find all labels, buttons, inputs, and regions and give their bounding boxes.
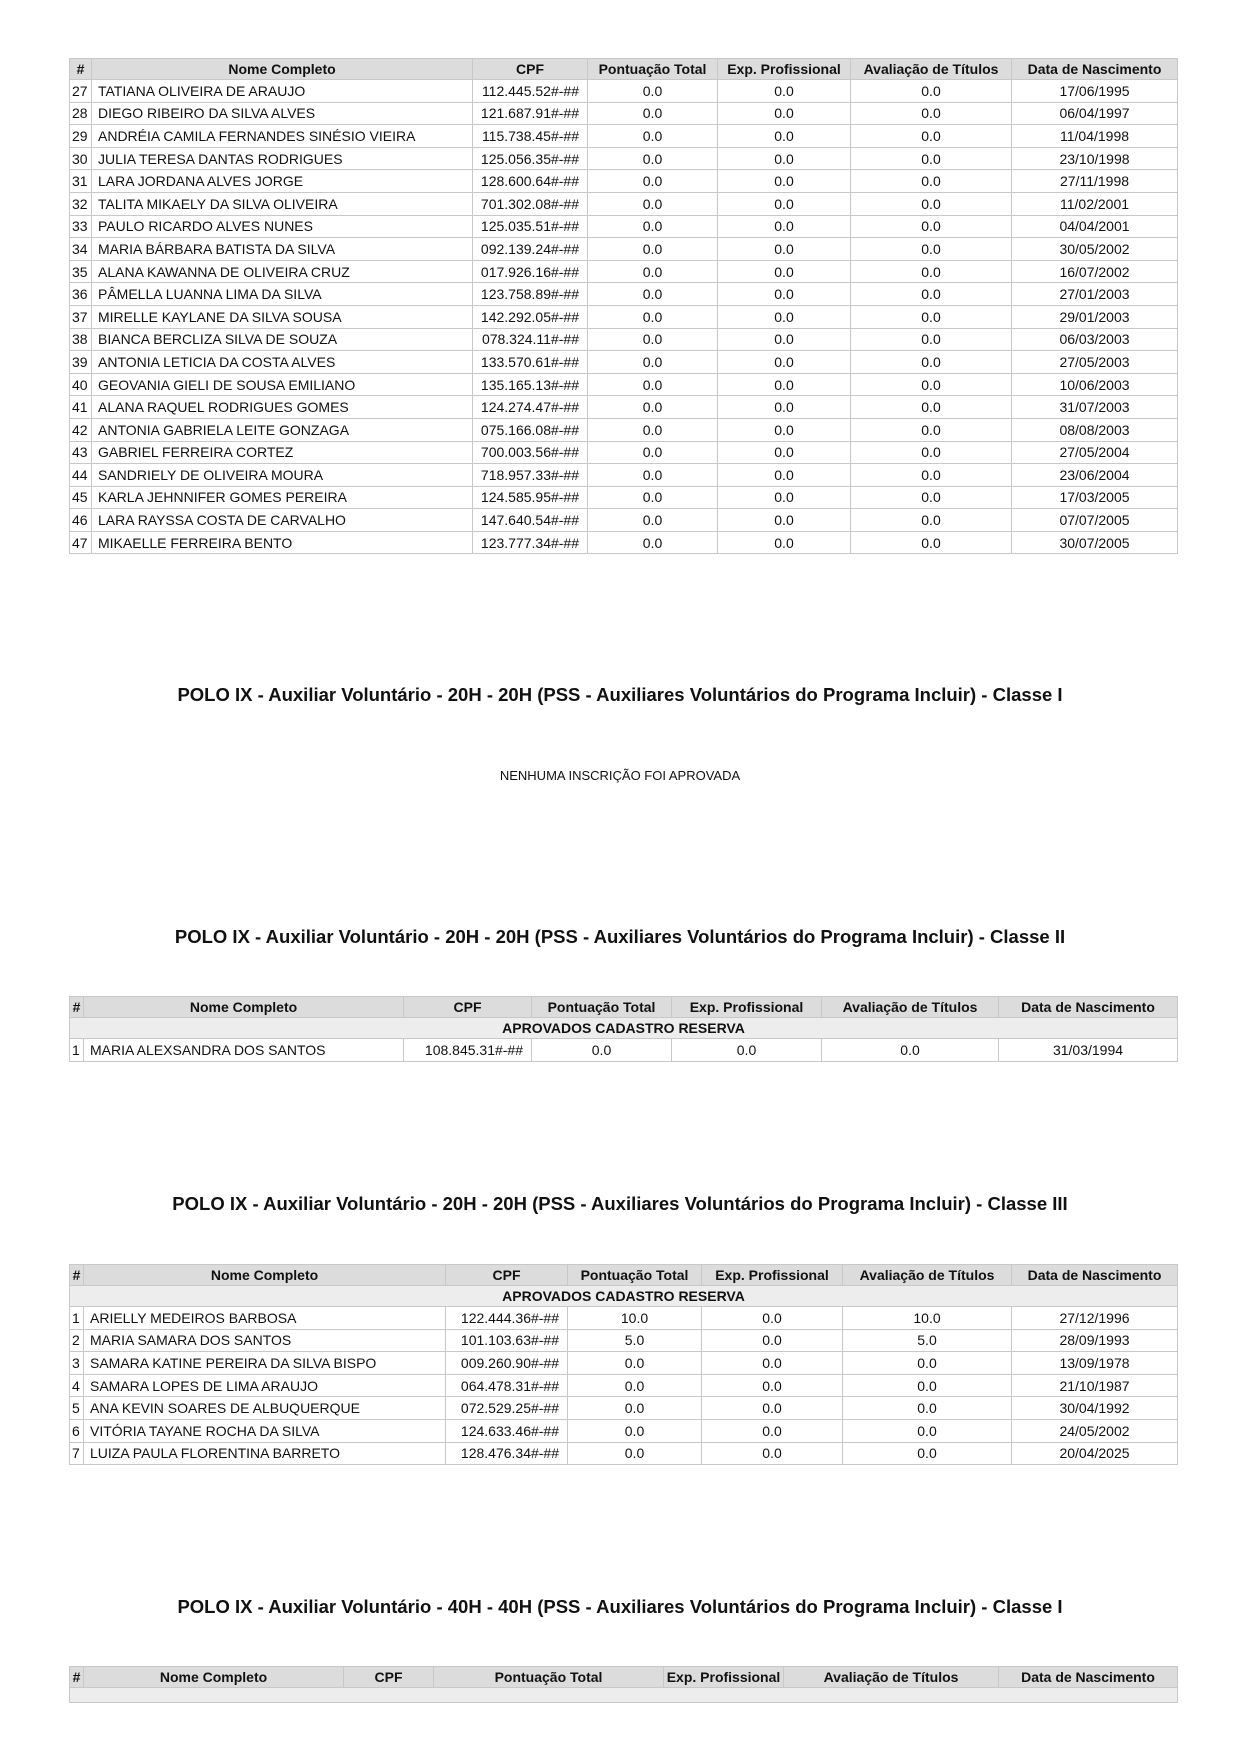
cell-titles: 0.0 bbox=[843, 1397, 1012, 1420]
cell-cpf: 142.292.05#-## bbox=[473, 305, 588, 328]
table-row bbox=[70, 102, 1178, 125]
table-row bbox=[70, 125, 1178, 148]
table-row bbox=[70, 1039, 1178, 1062]
cell-birthdate: 27/11/1998 bbox=[1012, 170, 1178, 193]
cell-titles: 0.0 bbox=[851, 238, 1012, 261]
cell-experience: 0.0 bbox=[702, 1442, 843, 1465]
col-header-total-score: Pontuação Total bbox=[568, 1265, 702, 1286]
cell-number: 32 bbox=[70, 192, 92, 215]
table-row bbox=[70, 1329, 1178, 1352]
cell-number: 45 bbox=[70, 486, 92, 509]
cell-titles: 0.0 bbox=[851, 305, 1012, 328]
table-header-row bbox=[70, 59, 1178, 80]
table-row bbox=[70, 373, 1178, 396]
cell-experience: 0.0 bbox=[702, 1352, 843, 1375]
cell-cpf: 124.633.46#-## bbox=[446, 1419, 568, 1442]
cell-experience: 0.0 bbox=[718, 328, 851, 351]
table-row bbox=[70, 260, 1178, 283]
cell-name: LARA JORDANA ALVES JORGE bbox=[92, 170, 473, 193]
cell-number: 38 bbox=[70, 328, 92, 351]
col-header-total-score: Pontuação Total bbox=[434, 1667, 664, 1688]
cell-birthdate: 23/06/2004 bbox=[1012, 464, 1178, 487]
cell-cpf: 112.445.52#-## bbox=[473, 80, 588, 103]
cell-cpf: 128.600.64#-## bbox=[473, 170, 588, 193]
cell-name: ANTONIA LETICIA DA COSTA ALVES bbox=[92, 351, 473, 374]
col-header-total-score: Pontuação Total bbox=[588, 59, 718, 80]
cell-total-score: 0.0 bbox=[588, 509, 718, 532]
cell-birthdate: 30/04/1992 bbox=[1012, 1397, 1178, 1420]
table-section-band bbox=[70, 1286, 1178, 1307]
cell-number: 1 bbox=[70, 1307, 84, 1330]
cell-titles: 0.0 bbox=[851, 215, 1012, 238]
cell-birthdate: 17/03/2005 bbox=[1012, 486, 1178, 509]
col-header-experience: Exp. Profissional bbox=[718, 59, 851, 80]
cell-number: 35 bbox=[70, 260, 92, 283]
cell-experience: 0.0 bbox=[718, 125, 851, 148]
cell-cpf: 075.166.08#-## bbox=[473, 418, 588, 441]
cell-number: 41 bbox=[70, 396, 92, 419]
band-label: APROVADOS CADASTRO RESERVA bbox=[70, 1286, 1178, 1307]
cell-experience: 0.0 bbox=[718, 351, 851, 374]
cell-name: MARIA SAMARA DOS SANTOS bbox=[84, 1329, 446, 1352]
cell-total-score: 5.0 bbox=[568, 1329, 702, 1352]
cell-total-score: 0.0 bbox=[588, 305, 718, 328]
col-header-cpf: CPF bbox=[446, 1265, 568, 1286]
col-header-total-score: Pontuação Total bbox=[532, 997, 672, 1018]
table-row bbox=[70, 418, 1178, 441]
cell-total-score: 0.0 bbox=[568, 1419, 702, 1442]
table-section-band bbox=[70, 1018, 1178, 1039]
cell-number: 3 bbox=[70, 1352, 84, 1375]
cell-cpf: 101.103.63#-## bbox=[446, 1329, 568, 1352]
cell-total-score: 0.0 bbox=[588, 215, 718, 238]
results-table-classe-i-40h bbox=[69, 1666, 1178, 1703]
table-band-placeholder bbox=[70, 1688, 1178, 1703]
cell-cpf: 125.056.35#-## bbox=[473, 147, 588, 170]
col-header-experience: Exp. Profissional bbox=[702, 1265, 843, 1286]
cell-name: MARIA ALEXSANDRA DOS SANTOS bbox=[84, 1039, 404, 1062]
cell-birthdate: 30/07/2005 bbox=[1012, 531, 1178, 554]
cell-total-score: 10.0 bbox=[568, 1307, 702, 1330]
cell-name: SAMARA KATINE PEREIRA DA SILVA BISPO bbox=[84, 1352, 446, 1375]
cell-name: GEOVANIA GIELI DE SOUSA EMILIANO bbox=[92, 373, 473, 396]
cell-total-score: 0.0 bbox=[588, 260, 718, 283]
band-label: APROVADOS CADASTRO RESERVA bbox=[70, 1018, 1178, 1039]
cell-experience: 0.0 bbox=[718, 509, 851, 532]
cell-total-score: 0.0 bbox=[588, 441, 718, 464]
cell-birthdate: 27/05/2004 bbox=[1012, 441, 1178, 464]
col-header-titles: Avaliação de Títulos bbox=[851, 59, 1012, 80]
cell-cpf: 017.926.16#-## bbox=[473, 260, 588, 283]
col-header-birthdate: Data de Nascimento bbox=[999, 1667, 1178, 1688]
table-header-row bbox=[70, 997, 1178, 1018]
cell-cpf: 078.324.11#-## bbox=[473, 328, 588, 351]
table-row bbox=[70, 192, 1178, 215]
cell-titles: 0.0 bbox=[851, 147, 1012, 170]
cell-name: JULIA TERESA DANTAS RODRIGUES bbox=[92, 147, 473, 170]
table-row bbox=[70, 1307, 1178, 1330]
cell-name: MARIA BÁRBARA BATISTA DA SILVA bbox=[92, 238, 473, 261]
col-header-number: # bbox=[70, 1265, 84, 1286]
cell-total-score: 0.0 bbox=[568, 1352, 702, 1375]
col-header-birthdate: Data de Nascimento bbox=[1012, 1265, 1178, 1286]
cell-name: TATIANA OLIVEIRA DE ARAUJO bbox=[92, 80, 473, 103]
cell-titles: 0.0 bbox=[843, 1419, 1012, 1442]
cell-birthdate: 31/03/1994 bbox=[999, 1039, 1178, 1062]
cell-titles: 0.0 bbox=[851, 373, 1012, 396]
col-header-titles: Avaliação de Títulos bbox=[784, 1667, 999, 1688]
cell-number: 5 bbox=[70, 1397, 84, 1420]
table-row bbox=[70, 1419, 1178, 1442]
no-approvals-notice: NENHUMA INSCRIÇÃO FOI APROVADA bbox=[499, 768, 741, 783]
cell-name: ANDRÉIA CAMILA FERNANDES SINÉSIO VIEIRA bbox=[92, 125, 473, 148]
cell-birthdate: 06/04/1997 bbox=[1012, 102, 1178, 125]
cell-cpf: 064.478.31#-## bbox=[446, 1374, 568, 1397]
cell-birthdate: 06/03/2003 bbox=[1012, 328, 1178, 351]
cell-total-score: 0.0 bbox=[588, 238, 718, 261]
table-row bbox=[70, 509, 1178, 532]
table-row bbox=[70, 238, 1178, 261]
table-row bbox=[70, 215, 1178, 238]
cell-number: 1 bbox=[70, 1039, 84, 1062]
cell-number: 43 bbox=[70, 441, 92, 464]
cell-total-score: 0.0 bbox=[588, 170, 718, 193]
cell-name: LUIZA PAULA FLORENTINA BARRETO bbox=[84, 1442, 446, 1465]
cell-experience: 0.0 bbox=[702, 1397, 843, 1420]
cell-total-score: 0.0 bbox=[568, 1397, 702, 1420]
cell-experience: 0.0 bbox=[718, 418, 851, 441]
cell-total-score: 0.0 bbox=[588, 373, 718, 396]
cell-birthdate: 20/04/2025 bbox=[1012, 1442, 1178, 1465]
cell-cpf: 147.640.54#-## bbox=[473, 509, 588, 532]
table-row bbox=[70, 464, 1178, 487]
table-row bbox=[70, 486, 1178, 509]
cell-experience: 0.0 bbox=[718, 305, 851, 328]
cell-birthdate: 27/12/1996 bbox=[1012, 1307, 1178, 1330]
cell-cpf: 009.260.90#-## bbox=[446, 1352, 568, 1375]
cell-number: 37 bbox=[70, 305, 92, 328]
col-header-experience: Exp. Profissional bbox=[664, 1667, 784, 1688]
cell-number: 42 bbox=[70, 418, 92, 441]
cell-birthdate: 27/01/2003 bbox=[1012, 283, 1178, 306]
cell-titles: 0.0 bbox=[851, 418, 1012, 441]
col-header-birthdate: Data de Nascimento bbox=[1012, 59, 1178, 80]
cell-birthdate: 24/05/2002 bbox=[1012, 1419, 1178, 1442]
cell-experience: 0.0 bbox=[718, 102, 851, 125]
cell-experience: 0.0 bbox=[718, 80, 851, 103]
cell-experience: 0.0 bbox=[718, 464, 851, 487]
cell-cpf: 133.570.61#-## bbox=[473, 351, 588, 374]
cell-number: 6 bbox=[70, 1419, 84, 1442]
cell-total-score: 0.0 bbox=[588, 192, 718, 215]
cell-name: ALANA KAWANNA DE OLIVEIRA CRUZ bbox=[92, 260, 473, 283]
cell-cpf: 123.777.34#-## bbox=[473, 531, 588, 554]
cell-cpf: 115.738.45#-## bbox=[473, 125, 588, 148]
cell-cpf: 108.845.31#-## bbox=[404, 1039, 532, 1062]
cell-birthdate: 31/07/2003 bbox=[1012, 396, 1178, 419]
cell-total-score: 0.0 bbox=[588, 147, 718, 170]
cell-experience: 0.0 bbox=[718, 441, 851, 464]
cell-birthdate: 11/04/1998 bbox=[1012, 125, 1178, 148]
cell-cpf: 072.529.25#-## bbox=[446, 1397, 568, 1420]
cell-cpf: 123.758.89#-## bbox=[473, 283, 588, 306]
cell-birthdate: 13/09/1978 bbox=[1012, 1352, 1178, 1375]
cell-number: 46 bbox=[70, 509, 92, 532]
cell-name: BIANCA BERCLIZA SILVA DE SOUZA bbox=[92, 328, 473, 351]
table-row bbox=[70, 1442, 1178, 1465]
cell-birthdate: 28/09/1993 bbox=[1012, 1329, 1178, 1352]
cell-titles: 0.0 bbox=[851, 283, 1012, 306]
cell-name: TALITA MIKAELY DA SILVA OLIVEIRA bbox=[92, 192, 473, 215]
cell-number: 31 bbox=[70, 170, 92, 193]
band-empty-cell bbox=[70, 1688, 1178, 1703]
cell-name: DIEGO RIBEIRO DA SILVA ALVES bbox=[92, 102, 473, 125]
cell-titles: 0.0 bbox=[851, 351, 1012, 374]
cell-name: SANDRIELY DE OLIVEIRA MOURA bbox=[92, 464, 473, 487]
cell-name: LARA RAYSSA COSTA DE CARVALHO bbox=[92, 509, 473, 532]
cell-number: 4 bbox=[70, 1374, 84, 1397]
cell-name: ANA KEVIN SOARES DE ALBUQUERQUE bbox=[84, 1397, 446, 1420]
cell-total-score: 0.0 bbox=[568, 1374, 702, 1397]
col-header-number: # bbox=[70, 1667, 84, 1688]
cell-total-score: 0.0 bbox=[532, 1039, 672, 1062]
table-row bbox=[70, 305, 1178, 328]
cell-birthdate: 16/07/2002 bbox=[1012, 260, 1178, 283]
cell-name: GABRIEL FERREIRA CORTEZ bbox=[92, 441, 473, 464]
cell-name: SAMARA LOPES DE LIMA ARAUJO bbox=[84, 1374, 446, 1397]
cell-experience: 0.0 bbox=[718, 147, 851, 170]
cell-birthdate: 11/02/2001 bbox=[1012, 192, 1178, 215]
table-row bbox=[70, 351, 1178, 374]
col-header-experience: Exp. Profissional bbox=[672, 997, 822, 1018]
table-header-row bbox=[70, 1667, 1178, 1688]
cell-cpf: 718.957.33#-## bbox=[473, 464, 588, 487]
table-row bbox=[70, 283, 1178, 306]
section-title-classe-iii-20h: POLO IX - Auxiliar Voluntário - 20H - 20H (PSS - Auxiliares Voluntários do Programa Incluir) - Classe III bbox=[172, 1193, 1068, 1214]
col-header-cpf: CPF bbox=[344, 1667, 434, 1688]
cell-cpf: 125.035.51#-## bbox=[473, 215, 588, 238]
col-header-birthdate: Data de Nascimento bbox=[999, 997, 1178, 1018]
cell-titles: 0.0 bbox=[851, 396, 1012, 419]
cell-experience: 0.0 bbox=[718, 531, 851, 554]
cell-experience: 0.0 bbox=[702, 1419, 843, 1442]
cell-titles: 0.0 bbox=[851, 260, 1012, 283]
table-row bbox=[70, 396, 1178, 419]
cell-total-score: 0.0 bbox=[588, 486, 718, 509]
cell-cpf: 122.444.36#-## bbox=[446, 1307, 568, 1330]
cell-cpf: 092.139.24#-## bbox=[473, 238, 588, 261]
cell-total-score: 0.0 bbox=[588, 531, 718, 554]
table-row bbox=[70, 170, 1178, 193]
cell-experience: 0.0 bbox=[718, 260, 851, 283]
cell-cpf: 700.003.56#-## bbox=[473, 441, 588, 464]
cell-number: 2 bbox=[70, 1329, 84, 1352]
cell-birthdate: 10/06/2003 bbox=[1012, 373, 1178, 396]
col-header-titles: Avaliação de Títulos bbox=[822, 997, 999, 1018]
cell-experience: 0.0 bbox=[718, 170, 851, 193]
cell-titles: 0.0 bbox=[843, 1374, 1012, 1397]
results-table-classe-ii bbox=[69, 996, 1178, 1062]
cell-birthdate: 21/10/1987 bbox=[1012, 1374, 1178, 1397]
cell-cpf: 128.476.34#-## bbox=[446, 1442, 568, 1465]
col-header-cpf: CPF bbox=[473, 59, 588, 80]
cell-titles: 0.0 bbox=[843, 1442, 1012, 1465]
cell-birthdate: 04/04/2001 bbox=[1012, 215, 1178, 238]
table-row bbox=[70, 328, 1178, 351]
cell-name: PÂMELLA LUANNA LIMA DA SILVA bbox=[92, 283, 473, 306]
cell-birthdate: 27/05/2003 bbox=[1012, 351, 1178, 374]
cell-birthdate: 30/05/2002 bbox=[1012, 238, 1178, 261]
cell-experience: 0.0 bbox=[702, 1374, 843, 1397]
results-table-classe-iii bbox=[69, 1264, 1178, 1465]
cell-experience: 0.0 bbox=[672, 1039, 822, 1062]
cell-titles: 0.0 bbox=[851, 509, 1012, 532]
cell-number: 40 bbox=[70, 373, 92, 396]
cell-cpf: 121.687.91#-## bbox=[473, 102, 588, 125]
cell-experience: 0.0 bbox=[718, 192, 851, 215]
cell-experience: 0.0 bbox=[718, 396, 851, 419]
cell-total-score: 0.0 bbox=[588, 102, 718, 125]
table-row bbox=[70, 531, 1178, 554]
cell-cpf: 701.302.08#-## bbox=[473, 192, 588, 215]
cell-titles: 0.0 bbox=[851, 464, 1012, 487]
cell-titles: 0.0 bbox=[851, 80, 1012, 103]
cell-titles: 0.0 bbox=[851, 486, 1012, 509]
cell-number: 44 bbox=[70, 464, 92, 487]
cell-titles: 10.0 bbox=[843, 1307, 1012, 1330]
cell-experience: 0.0 bbox=[718, 486, 851, 509]
cell-total-score: 0.0 bbox=[588, 418, 718, 441]
cell-total-score: 0.0 bbox=[588, 396, 718, 419]
table-header-row bbox=[70, 1265, 1178, 1286]
section-title-classe-i-20h: POLO IX - Auxiliar Voluntário - 20H - 20H (PSS - Auxiliares Voluntários do Programa Incluir) - Classe I bbox=[177, 684, 1063, 705]
cell-total-score: 0.0 bbox=[588, 328, 718, 351]
cell-experience: 0.0 bbox=[718, 283, 851, 306]
cell-cpf: 124.274.47#-## bbox=[473, 396, 588, 419]
cell-titles: 0.0 bbox=[851, 441, 1012, 464]
cell-total-score: 0.0 bbox=[588, 464, 718, 487]
cell-number: 28 bbox=[70, 102, 92, 125]
col-header-name: Nome Completo bbox=[84, 997, 404, 1018]
cell-number: 7 bbox=[70, 1442, 84, 1465]
cell-name: MIKAELLE FERREIRA BENTO bbox=[92, 531, 473, 554]
cell-birthdate: 17/06/1995 bbox=[1012, 80, 1178, 103]
cell-number: 36 bbox=[70, 283, 92, 306]
cell-number: 34 bbox=[70, 238, 92, 261]
cell-titles: 0.0 bbox=[851, 328, 1012, 351]
cell-total-score: 0.0 bbox=[588, 283, 718, 306]
cell-titles: 0.0 bbox=[822, 1039, 999, 1062]
table-row bbox=[70, 441, 1178, 464]
cell-number: 29 bbox=[70, 125, 92, 148]
cell-name: VITÓRIA TAYANE ROCHA DA SILVA bbox=[84, 1419, 446, 1442]
cell-total-score: 0.0 bbox=[588, 351, 718, 374]
cell-cpf: 135.165.13#-## bbox=[473, 373, 588, 396]
cell-number: 47 bbox=[70, 531, 92, 554]
col-header-cpf: CPF bbox=[404, 997, 532, 1018]
cell-number: 27 bbox=[70, 80, 92, 103]
cell-total-score: 0.0 bbox=[588, 125, 718, 148]
section-title-classe-ii-20h: POLO IX - Auxiliar Voluntário - 20H - 20H (PSS - Auxiliares Voluntários do Programa Incluir) - Classe II bbox=[174, 926, 1066, 947]
col-header-number: # bbox=[70, 59, 92, 80]
cell-titles: 0.0 bbox=[851, 170, 1012, 193]
table-row bbox=[70, 80, 1178, 103]
cell-number: 33 bbox=[70, 215, 92, 238]
cell-name: ANTONIA GABRIELA LEITE GONZAGA bbox=[92, 418, 473, 441]
col-header-titles: Avaliação de Títulos bbox=[843, 1265, 1012, 1286]
cell-experience: 0.0 bbox=[702, 1307, 843, 1330]
table-row bbox=[70, 1352, 1178, 1375]
cell-titles: 0.0 bbox=[851, 192, 1012, 215]
cell-experience: 0.0 bbox=[718, 238, 851, 261]
cell-number: 39 bbox=[70, 351, 92, 374]
cell-titles: 5.0 bbox=[843, 1329, 1012, 1352]
table-row bbox=[70, 147, 1178, 170]
cell-titles: 0.0 bbox=[851, 102, 1012, 125]
cell-experience: 0.0 bbox=[718, 373, 851, 396]
cell-name: MIRELLE KAYLANE DA SILVA SOUSA bbox=[92, 305, 473, 328]
cell-total-score: 0.0 bbox=[568, 1442, 702, 1465]
cell-titles: 0.0 bbox=[851, 125, 1012, 148]
cell-birthdate: 07/07/2005 bbox=[1012, 509, 1178, 532]
cell-titles: 0.0 bbox=[843, 1352, 1012, 1375]
cell-birthdate: 29/01/2003 bbox=[1012, 305, 1178, 328]
cell-name: ALANA RAQUEL RODRIGUES GOMES bbox=[92, 396, 473, 419]
section-title-classe-i-40h: POLO IX - Auxiliar Voluntário - 40H - 40H (PSS - Auxiliares Voluntários do Programa Incluir) - Classe I bbox=[177, 1596, 1063, 1617]
col-header-name: Nome Completo bbox=[84, 1265, 446, 1286]
cell-name: ARIELLY MEDEIROS BARBOSA bbox=[84, 1307, 446, 1330]
col-header-number: # bbox=[70, 997, 84, 1018]
cell-titles: 0.0 bbox=[851, 531, 1012, 554]
table-row bbox=[70, 1397, 1178, 1420]
col-header-name: Nome Completo bbox=[92, 59, 473, 80]
cell-name: KARLA JEHNNIFER GOMES PEREIRA bbox=[92, 486, 473, 509]
cell-experience: 0.0 bbox=[702, 1329, 843, 1352]
cell-number: 30 bbox=[70, 147, 92, 170]
table-row bbox=[70, 1374, 1178, 1397]
cell-name: PAULO RICARDO ALVES NUNES bbox=[92, 215, 473, 238]
col-header-name: Nome Completo bbox=[84, 1667, 344, 1688]
results-table-continuation bbox=[69, 58, 1178, 554]
cell-birthdate: 08/08/2003 bbox=[1012, 418, 1178, 441]
cell-experience: 0.0 bbox=[718, 215, 851, 238]
cell-birthdate: 23/10/1998 bbox=[1012, 147, 1178, 170]
cell-cpf: 124.585.95#-## bbox=[473, 486, 588, 509]
cell-total-score: 0.0 bbox=[588, 80, 718, 103]
